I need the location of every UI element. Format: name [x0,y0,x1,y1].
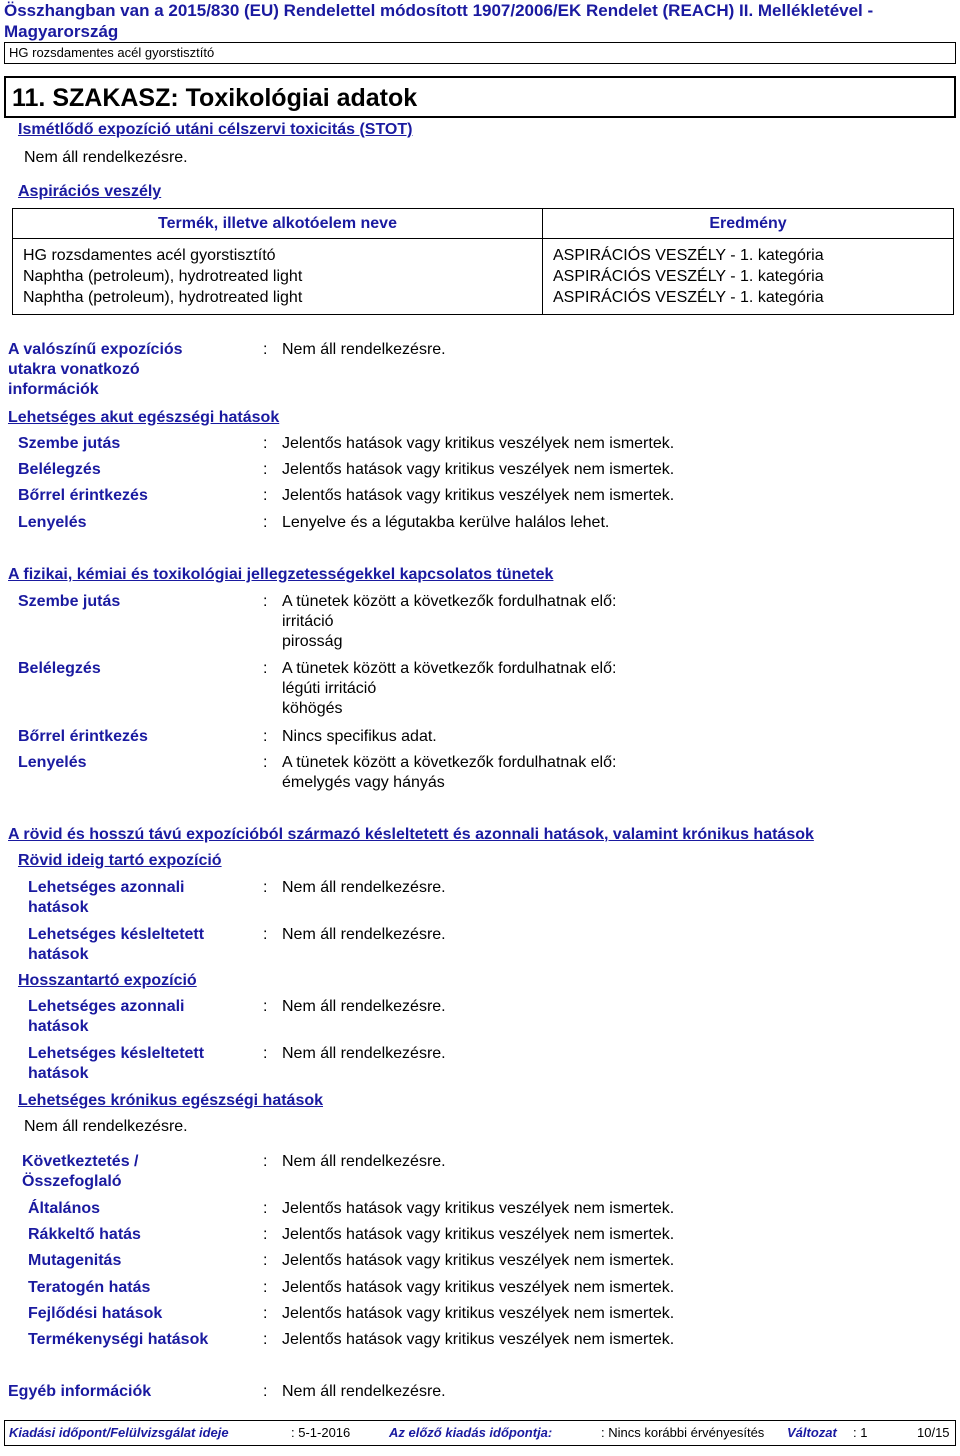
colon: : [263,879,268,896]
previous-issue-value: : Nincs korábbi érvényesítés [601,1425,765,1440]
delayed-effects-heading: A rövid és hosszú távú expozícióból származó késleltetett és azonnali hatások, valamint krónikus hatások [8,826,814,843]
col-product-name: Termék, illetve alkotóelem neve [13,209,543,239]
effect-general-label: Általános [28,1200,101,1217]
row-result: ASPIRÁCIÓS VESZÉLY - 1. kategória [553,289,824,306]
colon: : [263,593,268,610]
effect-mutagenicity-label: Mutagenitás [28,1252,122,1269]
colon: : [263,1226,268,1243]
long-immediate-label: Lehetséges azonnali hatások [28,998,185,1035]
symptoms-eye-label: Szembe jutás [18,593,121,610]
product-name: HG rozsdamentes acél gyorstisztító [9,45,215,60]
colon: : [263,1252,268,1269]
aspiration-table [12,208,954,315]
short-delayed-value: Nem áll rendelkezésre. [282,926,446,943]
short-delayed-label: Lehetséges késleltetett hatások [28,926,205,963]
stot-value: Nem áll rendelkezésre. [24,149,188,166]
symptoms-inhalation-label: Belélegzés [18,660,101,677]
symptoms-eye-value: A tünetek között a következők fordulhatnak elő: irritáció pirosság [282,593,617,650]
effect-carcinogenicity-label: Rákkeltő hatás [28,1226,141,1243]
acute-skin-value: Jelentős hatások vagy kritikus veszélyek nem ismertek. [282,487,675,504]
acute-ingestion-value: Lenyelve és a légutakba kerülve halálos lehet. [282,514,610,531]
colon: : [263,1331,268,1348]
long-delayed-label: Lehetséges késleltetett hatások [28,1045,205,1082]
short-term-heading: Rövid ideig tartó expozíció [18,852,222,869]
colon: : [263,728,268,745]
other-info-label: Egyéb információk [8,1383,152,1400]
row-name: Naphtha (petroleum), hydrotreated light [23,289,303,306]
issue-date-label: Kiadási időpont/Felülvizsgálat ideje [9,1425,229,1440]
effect-carcinogenicity-value: Jelentős hatások vagy kritikus veszélyek nem ismertek. [282,1226,675,1243]
effect-developmental-value: Jelentős hatások vagy kritikus veszélyek nem ismertek. [282,1305,675,1322]
acute-skin-label: Bőrrel érintkezés [18,487,148,504]
symptoms-inhalation-value: A tünetek között a következők fordulhatnak elő: légúti irritáció köhögés [282,660,617,717]
chronic-value: Nem áll rendelkezésre. [24,1118,188,1135]
symptoms-heading: A fizikai, kémiai és toxikológiai jellegzetességekkel kapcsolatos tünetek [8,566,554,583]
long-delayed-value: Nem áll rendelkezésre. [282,1045,446,1062]
aspiration-heading: Aspirációs veszély [18,183,162,200]
product-name-bar [4,42,956,64]
colon: : [263,1200,268,1217]
other-info-value: Nem áll rendelkezésre. [282,1383,446,1400]
stot-heading: Ismétlődő expozíció utáni célszervi toxicitás (STOT) [18,121,413,138]
effect-teratogenicity-value: Jelentős hatások vagy kritikus veszélyek nem ismertek. [282,1279,675,1296]
colon: : [263,660,268,677]
section-title: 11. SZAKASZ: Toxikológiai adatok [4,76,956,118]
colon: : [263,1153,268,1170]
acute-ingestion-label: Lenyelés [18,514,87,531]
row-name: Naphtha (petroleum), hydrotreated light [23,268,303,285]
colon: : [263,998,268,1015]
colon: : [263,1279,268,1296]
colon: : [263,1305,268,1322]
colon: : [263,435,268,452]
table-row [13,239,954,315]
effect-mutagenicity-value: Jelentős hatások vagy kritikus veszélyek nem ismertek. [282,1252,675,1269]
acute-eye-label: Szembe jutás [18,435,121,452]
long-term-heading: Hosszantartó expozíció [18,972,197,989]
row-result: ASPIRÁCIÓS VESZÉLY - 1. kategória [553,268,824,285]
symptoms-ingestion-label: Lenyelés [18,754,87,771]
colon: : [263,754,268,771]
short-immediate-value: Nem áll rendelkezésre. [282,879,446,896]
previous-issue-label: Az előző kiadás időpontja: [389,1425,553,1440]
colon: : [263,926,268,943]
product-names-cell [13,239,543,315]
colon: : [263,514,268,531]
row-name: HG rozsdamentes acél gyorstisztító [23,247,276,264]
long-immediate-value: Nem áll rendelkezésre. [282,998,446,1015]
conclusion-value: Nem áll rendelkezésre. [282,1153,446,1170]
page-footer [4,1420,956,1446]
short-immediate-label: Lehetséges azonnali hatások [28,879,185,916]
version-value: : 1 [853,1425,868,1440]
colon: : [263,1383,268,1400]
colon: : [263,1045,268,1062]
acute-eye-value: Jelentős hatások vagy kritikus veszélyek nem ismertek. [282,435,675,452]
effect-developmental-label: Fejlődési hatások [28,1305,163,1322]
acute-inhalation-value: Jelentős hatások vagy kritikus veszélyek nem ismertek. [282,461,675,478]
conclusion-label: Következtetés / Összefoglaló [22,1153,139,1190]
symptoms-ingestion-value: A tünetek között a következők fordulhatnak elő: émelygés vagy hányás [282,754,617,791]
symptoms-skin-label: Bőrrel érintkezés [18,728,148,745]
row-result: ASPIRÁCIÓS VESZÉLY - 1. kategória [553,247,824,264]
results-cell [543,239,954,315]
effect-general-value: Jelentős hatások vagy kritikus veszélyek nem ismertek. [282,1200,675,1217]
colon: : [263,487,268,504]
colon: : [263,341,268,358]
chronic-heading: Lehetséges krónikus egészségi hatások [18,1092,324,1109]
acute-inhalation-label: Belélegzés [18,461,101,478]
version-label: Változat [787,1425,837,1440]
effect-teratogenicity-label: Teratogén hatás [28,1279,151,1296]
colon: : [263,461,268,478]
effect-fertility-label: Termékenységi hatások [28,1331,209,1348]
effect-fertility-value: Jelentős hatások vagy kritikus veszélyek nem ismertek. [282,1331,675,1348]
exposure-routes-value: Nem áll rendelkezésre. [282,341,446,358]
acute-heading: Lehetséges akut egészségi hatások [8,409,280,426]
exposure-routes-label: A valószínű expozíciós utakra vonatkozó információk [8,341,183,398]
col-result: Eredmény [543,209,954,239]
issue-date-value: : 5-1-2016 [291,1425,351,1440]
page-number: 10/15 [917,1425,950,1440]
aspiration-table-header [13,209,954,239]
symptoms-skin-value: Nincs specifikus adat. [282,728,437,745]
document-header-title: Összhangban van a 2015/830 (EU) Rendelettel módosított 1907/2006/EK Rendelet (REACH) II. Mellékletével - Magyarország [4,1,874,41]
